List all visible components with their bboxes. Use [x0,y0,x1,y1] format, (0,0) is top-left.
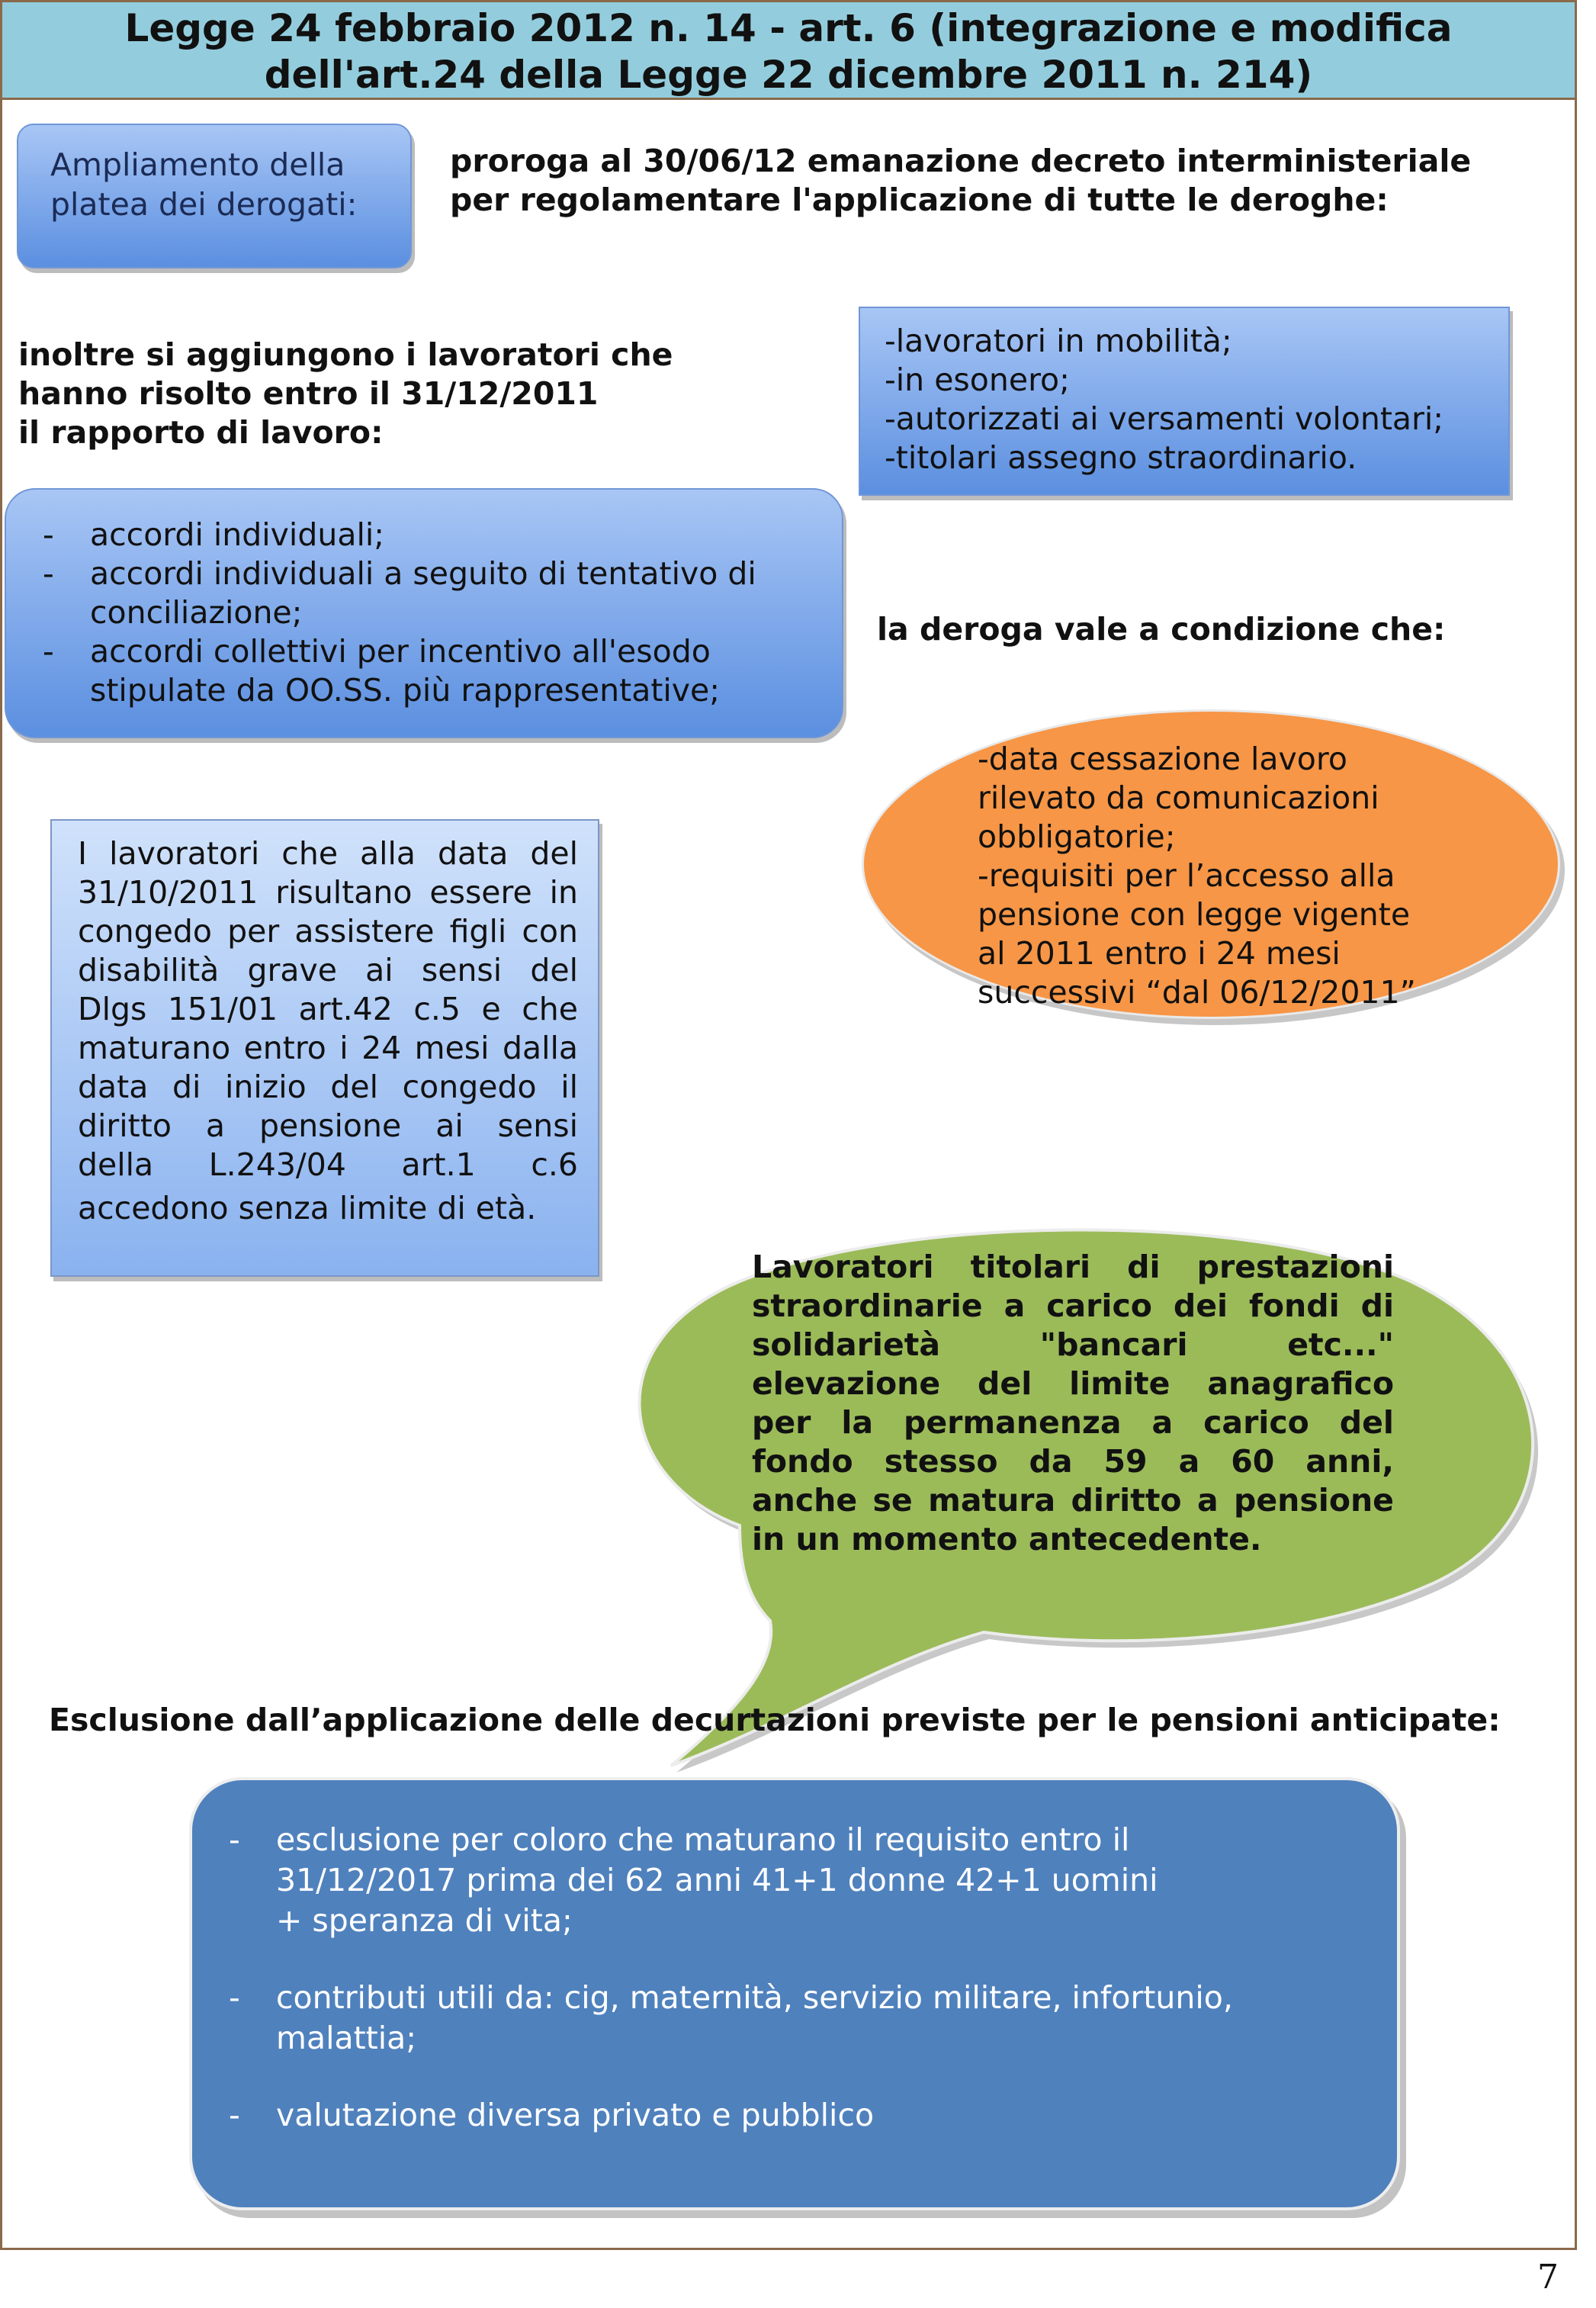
congedo-line: data di inizio del congedo il [78,1069,578,1105]
condizioni-line: pensione con legge vigente [978,896,1411,933]
accordi-item-text: accordi collettivi per incentivo all'esodo [90,633,711,670]
accordi-box [5,488,843,738]
congedo-line: congedo per assistere figli con [78,913,578,950]
congedo-line: disabilità grave ai sensi del [78,952,578,988]
accordi-item-text: conciliazione; [90,594,303,631]
solidarieta-line: solidarietà "bancari etc..." [752,1326,1394,1363]
condizioni-text [978,740,1511,1012]
esclusione-item-text: malattia; [276,2020,417,2056]
title-line-2: dell'art.24 della Legge 22 dicembre 2011 n. 214) [264,53,1313,97]
condizioni-line: al 2011 entro i 24 mesi [978,935,1341,972]
mobilita-item: -lavoratori in mobilità; [885,323,1232,359]
congedo-line: della L.243/04 art.1 c.6 [78,1146,578,1183]
esclusione-item-text: valutazione diversa privato e pubblico [276,2097,875,2133]
ampliamento-line-2: platea dei derogati: [50,186,358,223]
congedo-line: 31/10/2011 risultano essere in [78,874,578,911]
accordi-item [43,554,842,632]
congedo-note [50,819,599,1277]
esclusione-item-text: 31/12/2017 prima dei 62 anni 41+1 donne 42+1 uomini [276,1862,1158,1898]
congedo-line: I lavoratori che alla data del [78,835,578,872]
esclusione-item [229,1820,1296,1941]
esclusione-item-text: + speranza di vita; [276,1902,573,1939]
bullet-dash: - [229,1979,240,2016]
congedo-line: Dlgs 151/01 art.42 c.5 e che [78,991,578,1027]
proroga-line-1: proroga al 30/06/12 emanazione decreto interministeriale [450,143,1472,179]
accordi-item [43,516,842,554]
solidarieta-line: in un momento antecedente. [752,1521,1262,1557]
bullet-dash: - [43,633,54,670]
inoltre-line-1: inoltre si aggiungono i lavoratori che [18,336,673,373]
solidarieta-line: straordinarie a carico dei fondi di [752,1287,1394,1324]
inoltre-text [18,336,781,452]
solidarieta-text [752,1248,1394,1559]
solidarieta-line: Lavoratori titolari di prestazioni [752,1249,1394,1285]
inoltre-line-2: hanno risolto entro il 31/12/2011 [18,375,599,412]
condizioni-line: rilevato da comunicazioni [978,780,1379,816]
page-number: 7 [1537,2258,1559,2297]
proroga-text [450,142,1556,220]
esclusione-item [229,2095,1296,2136]
esclusione-list [229,1820,1296,2172]
bullet-dash: - [229,1821,240,1858]
congedo-line: accedono senza limite di età. [78,1190,537,1226]
accordi-item [43,632,842,710]
esclusione-item-text: esclusione per coloro che maturano il requisito entro il [276,1821,1130,1858]
esclusione-item-text: contributi utili da: cig, maternità, servizio militare, infortunio, [276,1979,1233,2016]
bullet-dash: - [43,516,54,553]
condizioni-line: obbligatorie; [978,818,1176,855]
accordi-item-text: stipulate da OO.SS. più rappresentative; [90,672,721,709]
deroga-heading: la deroga vale a condizione che: [877,611,1446,648]
esclusione-item [229,1978,1296,2059]
accordi-item-text: accordi individuali; [90,516,385,553]
congedo-line: diritto a pensione ai sensi [78,1107,578,1144]
condizioni-line: -requisiti per l’accesso alla [978,857,1395,894]
bullet-dash: - [229,2097,240,2133]
mobilita-item: -autorizzati ai versamenti volontari; [885,400,1444,437]
congedo-line: maturano entro i 24 mesi dalla [78,1030,578,1066]
bullet-dash: - [43,555,54,592]
solidarieta-line: elevazione del limite anagrafico [752,1365,1394,1402]
condizioni-line: -data cessazione lavoro [978,741,1347,777]
ampliamento-line-1: Ampliamento della [50,146,345,183]
inoltre-line-3: il rapporto di lavoro: [18,414,384,451]
mobilita-box [859,307,1510,496]
ampliamento-box [17,124,412,268]
solidarieta-line: per la permanenza a carico del [752,1404,1394,1441]
esclusione-heading: Esclusione dall’applicazione delle decurtazioni previste per le pensioni anticipate: [49,1702,1501,1738]
title-line-1: Legge 24 febbraio 2012 n. 14 - art. 6 (integrazione e modifica [124,6,1453,50]
accordi-item-text: accordi individuali a seguito di tentativo di [90,555,756,592]
condizioni-line: successivi “dal 06/12/2011” [978,974,1416,1011]
mobilita-item: -titolari assegno straordinario. [885,439,1357,476]
mobilita-item: -in esonero; [885,362,1070,398]
proroga-line-2: per regolamentare l'applicazione di tutte le deroghe: [450,182,1389,218]
solidarieta-line: fondo stesso da 59 a 60 anni, [752,1443,1394,1480]
page-title [2,2,1575,100]
solidarieta-line: anche se matura diritto a pensione [752,1482,1394,1519]
